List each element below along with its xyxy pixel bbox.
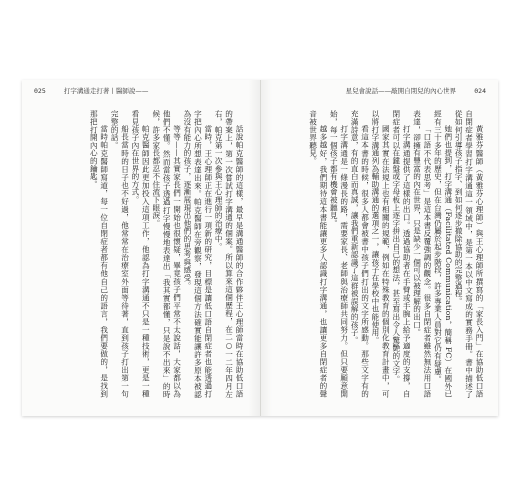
right-paragraph-3: 「口語不代表思考」是這本書反覆強調的觀念。很多自閉症者雖然無法用口語表達，卻擁有豐富的內在世界，只是缺少一個可以被理解的出口。	[412, 110, 432, 398]
right-paragraph-4: 打字溝通提供了這樣的出口。透過協助者在手臂或手腕上給予適度的支撐，自閉症者可以在鍵盤或字母板上逐字拼出自己的想法，甚至寫出令人驚艷的文字。	[391, 110, 412, 398]
right-running-title: 星兒會說話——敲開自閉兒的內心世界	[345, 87, 457, 95]
left-paragraph-4: 帕克醫師因此更加投入這項工作，他認為打字溝通不只是一種技術，更是一種看見孩子內在世界的方式。	[130, 110, 151, 398]
left-page-number: 025	[34, 87, 46, 95]
left-paragraph-2: 當時，王心理師正在進行一項新的研究，目標是讓低口語自閉症者也能透過打字把內心所想表達出來。帕克醫師在旁觀察，發現這個方法確實能讓許多原本被認為沒有能力的孩子，逐漸展現出他們的思考與感受。	[182, 110, 213, 398]
left-paragraph-3: 等等——其實家長們一開始也很懷疑，畢竟孩子們平常不太說話，大家都以為他們不懂。然而當孩子透過打字慢慢地表達出「我其實都懂，只是說不出來」的時候，許多家長都忍不住流下眼淚。	[151, 110, 182, 398]
right-paragraph-5: 國家其實在法規上也有相關的規範，例如在特殊教育的個別化教育計畫中，可以將打字溝通列為輔助溝通的選項之一，讓孩子在學校中也能使用。	[370, 110, 391, 398]
left-page-header	[34, 86, 148, 95]
gutter-line	[260, 80, 261, 416]
right-paragraph-7: 打字溝通是一條漫長的路，需要家長、老師與治療師共同努力。但只要願意開始，每一個孩子都有機會被聽見。	[329, 110, 349, 398]
right-paragraph-2: 她們也提到，打字溝通（Facilitated Communication，簡稱 FC）在國外已經有三十多年的歷史，但在台灣仍屬於起步階段，許多專業人員對它仍有疑慮。	[433, 110, 453, 398]
right-paragraph-8: 越多越好，我們期待這本書能讓更多人認識打字溝通，也讓更多自閉症者的聲音被世界聽見。	[308, 110, 328, 398]
left-paragraph-5: 船長當時的日子也不好過，他常常在治療室外面等待著，直到孩子打出第一句完整的話。	[110, 110, 130, 398]
right-page-body	[276, 110, 484, 398]
right-page-header	[346, 86, 486, 95]
left-page-body	[36, 110, 244, 398]
left-paragraph-6: 當時帕克醫師寫道，每一位自閉症者都有他自己的語言，我們要做的，是找到那把打開內心的鑰匙。	[89, 110, 109, 398]
left-paragraph-1: 話說帕克醫師的這樣，最早是溝通醫師的合作夥伴王心理師當時在協助低口語的帶案上，第一次嘗試打字溝通的個案。所以算來這個歷程，在二○一二年四月左右，帕克第一次參與王心理師的治療中。	[214, 110, 244, 398]
right-paragraph-6: 看這本書的時候，很多人都會被書中孩子們打出的文字所感動。那些文字有的充滿詩意，有的直白而真誠，讓我們重新認識了這群被誤解的孩子。	[350, 110, 370, 398]
right-page-number: 024	[474, 87, 486, 95]
book-spread	[22, 80, 498, 416]
right-paragraph-1: 黃雅芬醫師（黃雅芬心理師）與王心理師所撰寫的「家長入門」在協助低口語自閉症者學習打字溝通這一領域中，是第一本以中文寫成的實務手冊。書中描述了從如何引導孩子指字、到如何逐步撤除協助的完整過程。	[454, 110, 484, 398]
left-running-title: 打字溝通走打著丨醫師說——	[63, 87, 149, 95]
